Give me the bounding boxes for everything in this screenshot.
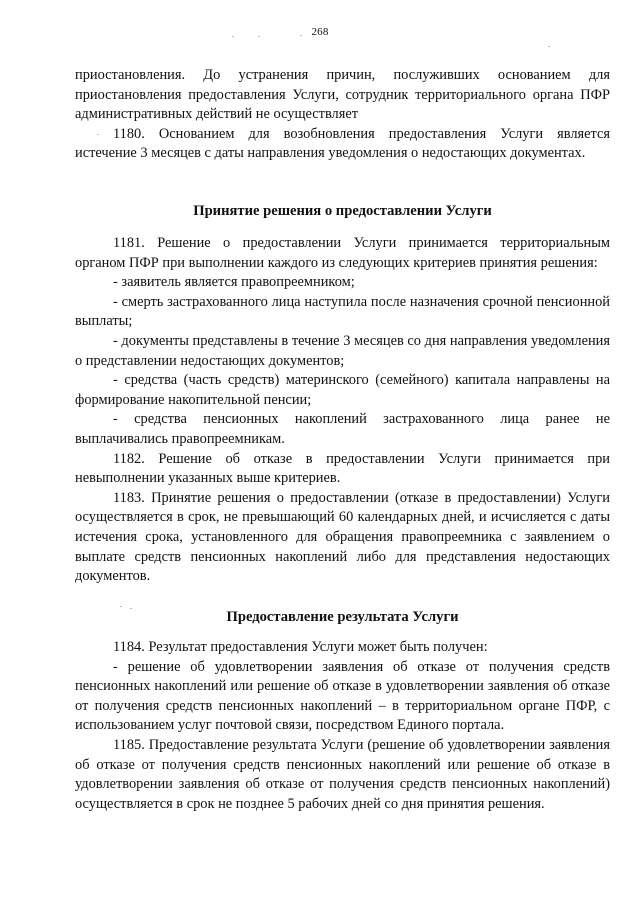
scan-speck <box>300 35 302 36</box>
paragraph-1181: 1181. Решение о предоставлении Услуги принимается территориальным органом ПФР при выполнении каждого из следующих критериев принятия решения: <box>75 235 610 271</box>
section-continuation <box>75 66 610 164</box>
paragraph: приостановления. До устранения причин, послуживших основанием для приостановления предоставления Услуги, сотрудник территориального органа ПФР административных действий не осуществляет <box>75 67 610 123</box>
paragraph-1182: 1182. Решение об отказе в предоставлении Услуги принимается при невыполнении указанных выше критериев. <box>75 450 610 487</box>
section-heading-result: Предоставление результата Услуги <box>226 609 459 625</box>
criteria-item: - средства пенсионных накоплений застрахованного лица ранее не выплачивались правопреемникам. <box>75 411 610 447</box>
section-decision <box>75 234 610 587</box>
criteria-item: - средства (часть средств) материнского (семейного) капитала направлены на формирование накопительной пенсии; <box>75 372 610 408</box>
scan-speck <box>548 46 550 47</box>
scan-speck <box>120 606 122 607</box>
criteria-item: - заявитель является правопреемником; <box>113 274 355 291</box>
criteria-item: - смерть застрахованного лица наступила после назначения срочной пенсионной выплаты; <box>75 293 610 330</box>
paragraph-1180: 1180. Основанием для возобновления предоставления Услуги является истечение 3 месяцев с даты направления уведомления о недостающих документах. <box>75 125 610 162</box>
paragraph-1183: 1183. Принятие решения о предоставлении (отказе в предоставлении) Услуги осуществляется в срок, не превышающий 60 календарных дней, и исчисляется с даты истечения срока, установленного для обращения правопреемника с заявлением о выплате средств пенсионных накоплений либо для представления недостающих документов. <box>75 489 610 585</box>
paragraph-1184: 1184. Результат предоставления Услуги может быть получен: <box>113 639 488 655</box>
section-result <box>75 638 610 814</box>
page-number: 268 <box>311 26 329 38</box>
result-item: - решение об удовлетворении заявления об отказе от получения средств пенсионных накоплений или решение об отказе в удовлетворении заявления об отказе от получения средств пенсионных накоплений – в территориальном органе ПФР, с использованием услуг почтовой связи, посредством Единого портала. <box>75 658 610 734</box>
section-heading-decision: Принятие решения о предоставлении Услуги <box>193 203 492 219</box>
paragraph-1185: 1185. Предоставление результата Услуги (решение об удовлетворении заявления об отказе от получения средств пенсионных накоплений или решение об отказе в удовлетворении заявления об отказе от получения средств пенсионных накоплений) осуществляется в срок не позднее 5 рабочих дней со дня принятия решения. <box>75 736 610 812</box>
scan-speck <box>258 36 260 37</box>
scan-speck <box>232 36 234 37</box>
criteria-item: - документы представлены в течение 3 месяцев со дня направления уведомления о представлении недостающих документов; <box>75 332 610 369</box>
